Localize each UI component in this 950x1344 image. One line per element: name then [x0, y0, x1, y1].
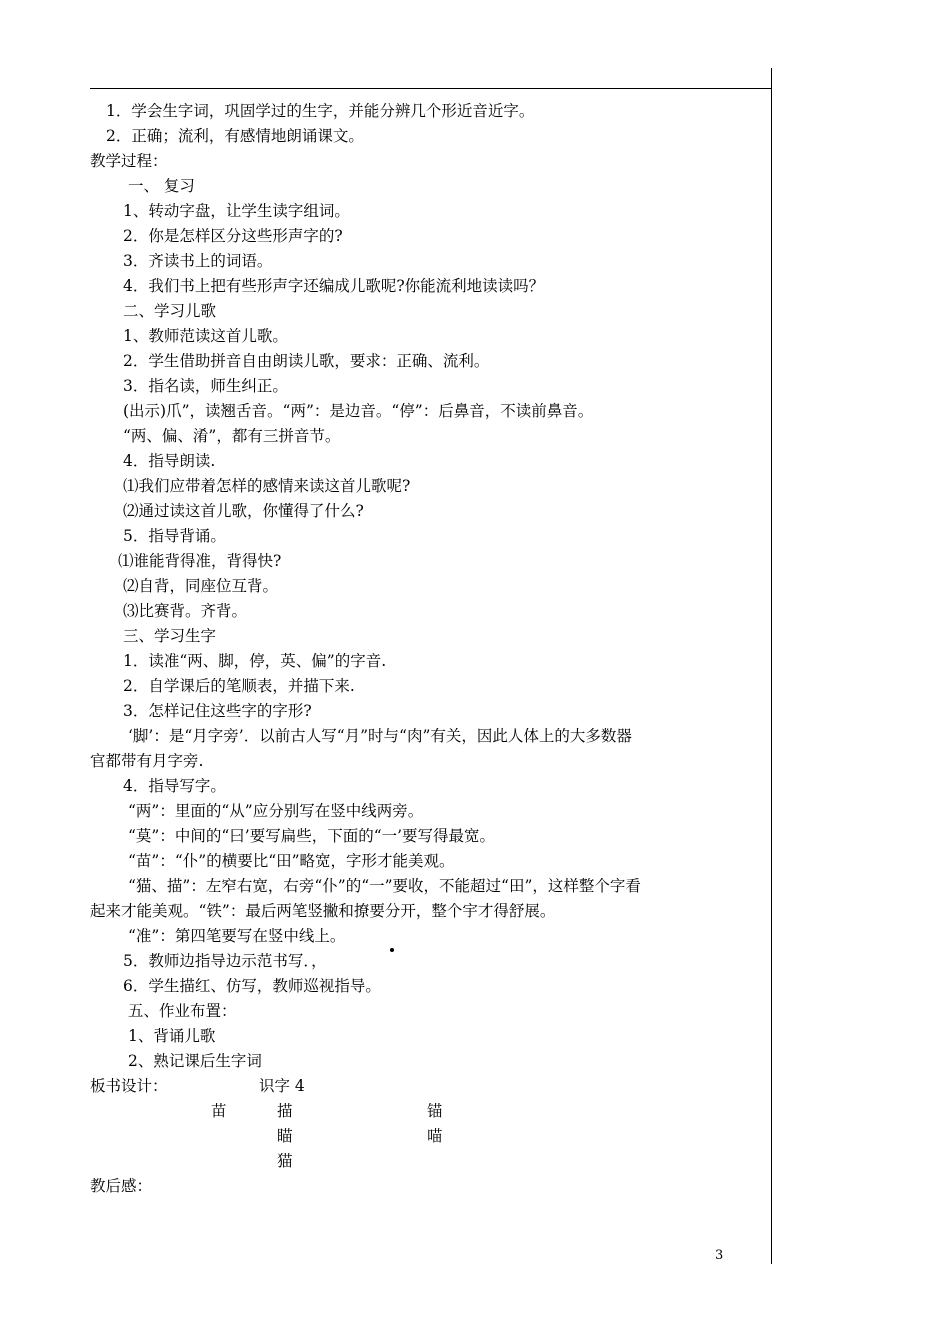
recite-item-1: ⑴谁能背得准，背得快? — [118, 552, 282, 570]
stray-dot — [390, 948, 394, 952]
board-char-miao: 苗 — [211, 1102, 227, 1120]
characters-step-5: 5．教师边指导边示范书写．， — [123, 952, 327, 970]
table-right-border — [771, 68, 772, 1264]
section-review: 一、 复习 — [128, 177, 195, 195]
page-number: 3 — [715, 1248, 724, 1263]
rhyme-pronunciation-note: (出示)爪”，读翘舌音。“两”：是边音。“停”：后鼻音，不读前鼻音。 — [123, 402, 594, 420]
objective-1: 1．学会生字词，巩固学过的生字，并能分辨几个形近音近字。 — [106, 102, 535, 120]
rhyme-step-5: 5．指导背诵。 — [123, 527, 226, 545]
review-step-1: 1、转动字盘，让学生读字组词。 — [123, 202, 350, 220]
board-char-miao-mouth: 喵 — [427, 1127, 443, 1145]
homework-item-1: 1、背诵儿歌 — [128, 1027, 216, 1045]
recite-item-2: ⑵自背，同座位互背。 — [123, 577, 279, 595]
rhyme-question-2: ⑵通过读这首儿歌，你懂得了什么? — [123, 502, 364, 520]
rhyme-step-1: 1、教师范读这首儿歌。 — [123, 327, 288, 345]
process-heading: 教学过程： — [90, 152, 168, 170]
rhyme-step-2: 2．学生借助拼音自由朗读儿歌，要求：正确、流利。 — [123, 352, 490, 370]
section-characters: 三、学习生字 — [123, 627, 217, 645]
characters-step-2: 2．自学课后的笔顺表，并描下来. — [123, 677, 355, 695]
rhyme-step-4: 4．指导朗读. — [123, 452, 216, 470]
review-step-2: 2．你是怎样区分这些形声字的? — [123, 227, 343, 245]
writing-note-mao-line-1: “猫、描”：左窄右宽，右旁“仆”的“一”要收，不能超过“田”，这样整个字看 — [128, 877, 641, 895]
characters-step-6: 6．学生描红、仿写，教师巡视指导。 — [123, 977, 381, 995]
reflection-label: 教后感： — [90, 1177, 153, 1195]
rhyme-syllable-note: “两、偏、淆”，都有三拼音节。 — [123, 427, 341, 445]
homework-item-2: 2、熟记课后生字词 — [128, 1052, 262, 1070]
review-step-4: 4．我们书上把有些形声字还编成儿歌呢?你能流利地读读吗？ — [123, 277, 545, 295]
board-char-miao-eye: 瞄 — [277, 1127, 293, 1145]
jiao-note-line-2: 官都带有月字旁. — [90, 752, 204, 770]
board-char-miao-hand: 描 — [277, 1102, 293, 1120]
writing-note-mao-line-2: 起来才能美观。“铁”：最后两笔竖撇和撩要分开，整个宇才得舒展。 — [90, 902, 556, 920]
characters-step-3: 3．怎样记住这些字的字形? — [123, 702, 312, 720]
writing-note-liang: “两”：里面的“从”应分别写在竖中线两旁。 — [128, 802, 424, 820]
section-homework: 五、作业布置： — [128, 1002, 237, 1020]
writing-note-miao: “苗”：“仆”的横要比“田”略宽，字形才能美观。 — [128, 852, 455, 870]
characters-step-4: 4．指导写字。 — [123, 777, 226, 795]
board-char-mao-anchor: 锚 — [427, 1102, 443, 1120]
table-top-border — [90, 88, 772, 89]
writing-note-mo: “莫”：中间的“曰’要写扁些，下面的“一’要写得最宽。 — [128, 827, 496, 845]
writing-note-zhun: “准”：第四笔要写在竖中线上。 — [128, 927, 346, 945]
objective-2: 2．正确；流利，有感情地朗诵课文。 — [106, 127, 364, 145]
board-design-title: 识字 4 — [259, 1077, 305, 1095]
rhyme-question-1: ⑴我们应带着怎样的感情来读这首儿歌呢? — [123, 477, 411, 495]
recite-item-3: ⑶比赛背。齐背。 — [123, 602, 248, 620]
board-design-label: 板书设计： — [90, 1077, 168, 1095]
jiao-note-line-1: ‘脚’：是“月字旁’．以前古人写“月”时与“肉”有关，因此人体上的大多数器 — [128, 727, 632, 745]
board-char-mao-cat: 猫 — [277, 1152, 293, 1170]
section-rhyme: 二、学习儿歌 — [123, 302, 217, 320]
characters-step-1: 1．读准“两、脚，停，英、偏”的字音. — [123, 652, 387, 670]
rhyme-step-3: 3．指名读，师生纠正。 — [123, 377, 288, 395]
review-step-3: 3．齐读书上的词语。 — [123, 252, 273, 270]
